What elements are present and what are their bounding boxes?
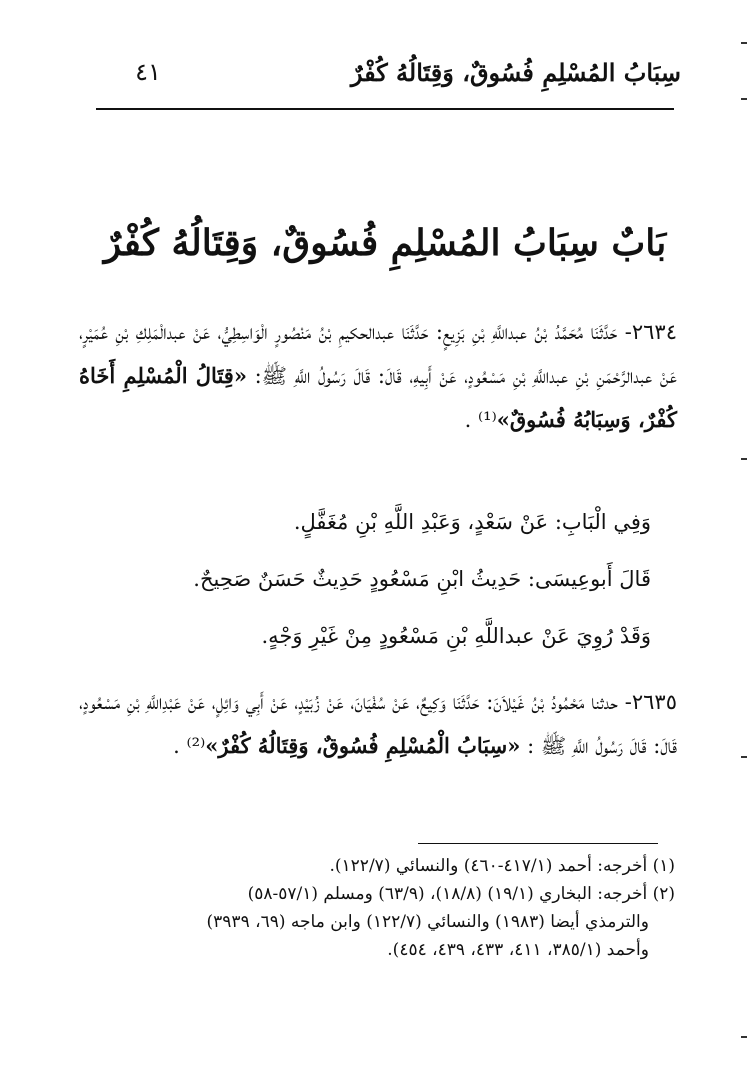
footnote-1: (١) أخرجه: أحمد (٤١٧/١-٤٦٠) والنسائي (١٢٢/٧). <box>329 856 675 876</box>
margin-mark <box>741 756 747 758</box>
hadith-2635-isnad: ٢٦٣٥- حدثنا مَحْمُودُ بْنُ غَيْلاَنَ: حَدَّثَنَا وَكِيعٌ، عَنْ سُفْيَانَ، عَنْ زُبَيْدٍ، عَنْ أَبِي وَائِلٍ، عَنْ عَبْدِاللَّهِ بْنِ مَسْعُودٍ، قَالَ: قَالَ رَسُولُ اللَّهِ ﷺ : <box>79 690 677 758</box>
abu-isa-line: قَالَ أَبوعِيسَى: حَدِيثُ ابْنِ مَسْعُودٍ حَدِيثٌ حَسَنٌ صَحِيحٌ. <box>193 567 651 591</box>
running-header-title: سِبَابُ المُسْلِمِ فُسُوقٌ، وَقِتَالُهُ كُفْرٌ <box>350 58 681 87</box>
footnote-ref-2: ⁽²⁾ . <box>173 734 206 758</box>
footnote-2-line-2: والترمذي أيضا (١٩٨٣) والنسائي (١٢٢/٧) وابن ماجه (٦٩، ٣٩٣٩) <box>206 912 649 932</box>
footnotes <box>75 852 675 964</box>
margin-mark <box>741 42 747 44</box>
hadith-2635-matn: «سِبَابُ الْمُسْلِمِ فُسُوقٌ، وَقِتَالُهُ كُفْرٌ» <box>205 733 521 758</box>
margin-mark <box>741 98 747 100</box>
margin-mark <box>741 458 747 460</box>
page-number: ٤١ <box>135 58 161 86</box>
footnote-divider <box>418 843 658 844</box>
footnote-2-line-1: (٢) أخرجه: البخاري (١٩/١) (١٨/٨)، (٦٣/٩) ومسلم (٥٧/١-٥٨) <box>247 884 675 904</box>
hadith-2634-matn: «قِتَالُ الْمُسْلِمِ أَخَاهُ كُفْرٌ، وَسِبَابُهُ فُسُوقٌ» <box>79 363 677 432</box>
hadith-2635 <box>79 680 677 768</box>
riwaya-line: وَقَدْ رُوِيَ عَنْ عبداللَّهِ بْنِ مَسْعُودٍ مِنْ غَيْرِ وَجْهٍ. <box>261 624 651 648</box>
header-divider <box>96 108 674 110</box>
bab-line: وَفِي الْبَابِ: عَنْ سَعْدٍ، وَعَبْدِ اللَّهِ بْنِ مُغَفَّلٍ. <box>293 510 651 534</box>
chapter-title: بَابٌ سِبَابُ المُسْلِمِ فُسُوقٌ، وَقِتَالُهُ كُفْرٌ <box>103 222 667 264</box>
hadith-2634 <box>79 310 677 442</box>
footnote-ref-1: ⁽¹⁾ . <box>464 408 497 432</box>
margin-mark <box>741 1036 747 1038</box>
footnote-2-line-3: وأحمد (٣٨٥/١، ٤١١، ٤٣٣، ٤٣٩، ٤٥٤). <box>387 940 649 960</box>
hadith-2634-isnad: ٢٦٣٤- حَدَّثَنَا مُحَمَّدُ بْنُ عبداللَّهِ بْنِ بَزِيعٍ: حَدَّثَنَا عبدالحكيمِ بْنُ مَنْصُورٍ الْوَاسِطِيُّ، عَنْ عبدالْمَلِكِ بْنِ عُمَيْرٍ، عَنْ عبدالرَّحْمَنِ بْنِ عبداللَّهِ بْنِ مَسْعُودٍ، عَنْ أَبِيهِ، قَالَ: قَالَ رَسُولُ اللَّهِ ﷺ: <box>79 320 677 388</box>
